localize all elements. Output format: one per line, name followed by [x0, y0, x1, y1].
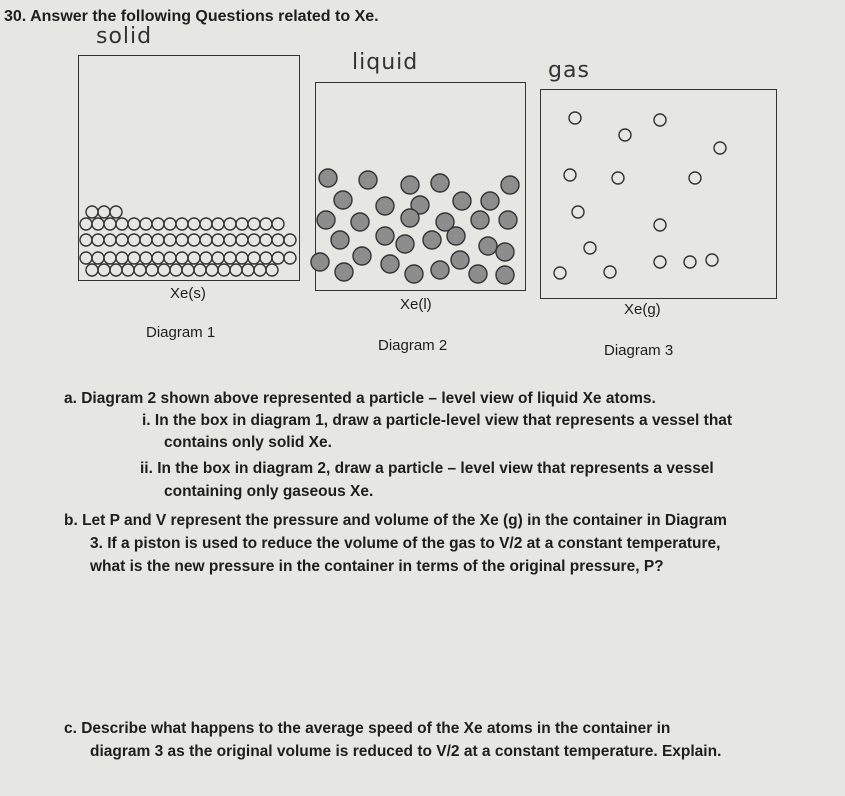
solid-particle: [128, 252, 140, 264]
diagram-1-state-label: Xe(s): [170, 285, 206, 302]
solid-particle: [92, 218, 104, 230]
gas-particle: [689, 172, 701, 184]
question-title: 30. Answer the following Questions related to Xe.: [4, 8, 379, 25]
gas-particle: [612, 172, 624, 184]
solid-particle: [236, 218, 248, 230]
solid-particle: [164, 234, 176, 246]
solid-particle: [212, 234, 224, 246]
liquid-particle: [423, 231, 441, 249]
solid-particle: [218, 264, 230, 276]
gas-particle: [604, 266, 616, 278]
solid-particle: [164, 218, 176, 230]
solid-particle: [272, 252, 284, 264]
solid-particle: [248, 252, 260, 264]
liquid-particle: [381, 255, 399, 273]
solid-particle: [176, 218, 188, 230]
liquid-particle: [311, 253, 329, 271]
liquid-particle: [334, 191, 352, 209]
solid-particle: [152, 234, 164, 246]
solid-particle: [116, 252, 128, 264]
solid-particle: [92, 252, 104, 264]
solid-particle: [242, 264, 254, 276]
part-a: a. Diagram 2 shown above represented a particle – level view of liquid Xe atoms.: [64, 390, 656, 407]
solid-particle: [248, 218, 260, 230]
liquid-particle: [401, 209, 419, 227]
gas-particle: [564, 169, 576, 181]
part-b-line2: 3. If a piston is used to reduce the volume of the gas to V/2 at a constant temperature,: [90, 535, 721, 552]
solid-particle: [254, 264, 266, 276]
liquid-particle: [496, 266, 514, 284]
solid-particle: [188, 234, 200, 246]
liquid-particle: [471, 211, 489, 229]
solid-particle: [224, 234, 236, 246]
diagram-3-caption: Diagram 3: [604, 342, 674, 359]
solid-particle: [104, 218, 116, 230]
solid-particle: [110, 206, 122, 218]
solid-particle: [164, 252, 176, 264]
solid-particle: [200, 218, 212, 230]
gas-particle: [584, 242, 596, 254]
solid-particle: [104, 234, 116, 246]
solid-particle: [236, 252, 248, 264]
solid-particle: [182, 264, 194, 276]
solid-particle: [152, 252, 164, 264]
liquid-particle: [499, 211, 517, 229]
liquid-particle: [351, 213, 369, 231]
solid-particle: [152, 218, 164, 230]
solid-particle: [200, 252, 212, 264]
handwritten-gas: gas: [548, 58, 590, 83]
solid-particle: [260, 234, 272, 246]
solid-particle: [272, 218, 284, 230]
liquid-particle: [335, 263, 353, 281]
solid-particle: [224, 218, 236, 230]
gas-particle: [714, 142, 726, 154]
solid-particle: [260, 252, 272, 264]
solid-particle: [200, 234, 212, 246]
solid-particle: [98, 264, 110, 276]
gas-particle: [684, 256, 696, 268]
liquid-particle: [353, 247, 371, 265]
part-a-i-line1: i. In the box in diagram 1, draw a particle-level view that represents a vessel that: [142, 412, 733, 429]
solid-particle: [86, 264, 98, 276]
solid-particle: [176, 252, 188, 264]
solid-particle: [158, 264, 170, 276]
liquid-particle: [319, 169, 337, 187]
gas-particle: [706, 254, 718, 266]
liquid-particle: [479, 237, 497, 255]
solid-particle: [266, 264, 278, 276]
liquid-particle: [501, 176, 519, 194]
solid-particle: [284, 252, 296, 264]
liquid-particle: [359, 171, 377, 189]
solid-particle: [128, 234, 140, 246]
solid-particle: [248, 234, 260, 246]
liquid-particle: [331, 231, 349, 249]
liquid-particle: [481, 192, 499, 210]
solid-particle: [80, 218, 92, 230]
solid-particle: [110, 264, 122, 276]
solid-particle: [260, 218, 272, 230]
gas-particle: [654, 219, 666, 231]
solid-particle: [140, 234, 152, 246]
solid-particle: [176, 234, 188, 246]
liquid-particle: [317, 211, 335, 229]
solid-particle: [212, 218, 224, 230]
part-c-line1: c. Describe what happens to the average speed of the Xe atoms in the container in: [64, 720, 671, 737]
solid-particle: [80, 252, 92, 264]
diagram-2-state-label: Xe(l): [400, 296, 432, 313]
liquid-particle: [431, 261, 449, 279]
gas-particle: [619, 129, 631, 141]
liquid-particle: [431, 174, 449, 192]
solid-particle: [92, 234, 104, 246]
solid-particle: [188, 218, 200, 230]
gas-particle: [569, 112, 581, 124]
solid-particle: [212, 252, 224, 264]
solid-particle: [170, 264, 182, 276]
solid-particle: [194, 264, 206, 276]
solid-particle: [116, 218, 128, 230]
solid-particle: [284, 234, 296, 246]
solid-particle: [104, 252, 116, 264]
solid-particle: [230, 264, 242, 276]
solid-particle: [122, 264, 134, 276]
solid-particle: [272, 234, 284, 246]
gas-particle: [554, 267, 566, 279]
solid-particle: [86, 206, 98, 218]
diagram-3-state-label: Xe(g): [624, 301, 661, 318]
diagram-2-caption: Diagram 2: [378, 337, 448, 354]
liquid-particle: [396, 235, 414, 253]
liquid-particle: [496, 243, 514, 261]
solid-particle: [236, 234, 248, 246]
liquid-particle: [376, 197, 394, 215]
part-a-i-line2: contains only solid Xe.: [164, 434, 332, 451]
liquid-particle: [401, 176, 419, 194]
part-c-line2: diagram 3 as the original volume is reduced to V/2 at a constant temperature. Explain.: [90, 743, 722, 760]
part-b-line3: what is the new pressure in the container in terms of the original pressure, P?: [90, 558, 664, 575]
diagram-1-caption: Diagram 1: [146, 324, 216, 341]
solid-particle: [140, 218, 152, 230]
gas-particle: [654, 114, 666, 126]
liquid-particle: [469, 265, 487, 283]
part-a-ii-line1: ii. In the box in diagram 2, draw a particle – level view that represents a vessel: [140, 460, 714, 477]
gas-particle: [654, 256, 666, 268]
solid-particle: [224, 252, 236, 264]
liquid-particle: [405, 265, 423, 283]
liquid-particle: [447, 227, 465, 245]
part-b-line1: b. Let P and V represent the pressure and volume of the Xe (g) in the container in Diagram: [64, 512, 727, 529]
solid-particle: [98, 206, 110, 218]
gas-particle: [572, 206, 584, 218]
solid-particle: [128, 218, 140, 230]
liquid-particle: [376, 227, 394, 245]
liquid-particle: [451, 251, 469, 269]
solid-particle: [140, 252, 152, 264]
solid-particle: [134, 264, 146, 276]
solid-particle: [80, 234, 92, 246]
liquid-particle: [453, 192, 471, 210]
solid-particle: [188, 252, 200, 264]
solid-particle: [116, 234, 128, 246]
solid-particle: [146, 264, 158, 276]
solid-particle: [206, 264, 218, 276]
handwritten-liquid: liquid: [352, 50, 419, 75]
part-a-ii-line2: containing only gaseous Xe.: [164, 483, 374, 500]
handwritten-solid: solid: [96, 24, 153, 49]
